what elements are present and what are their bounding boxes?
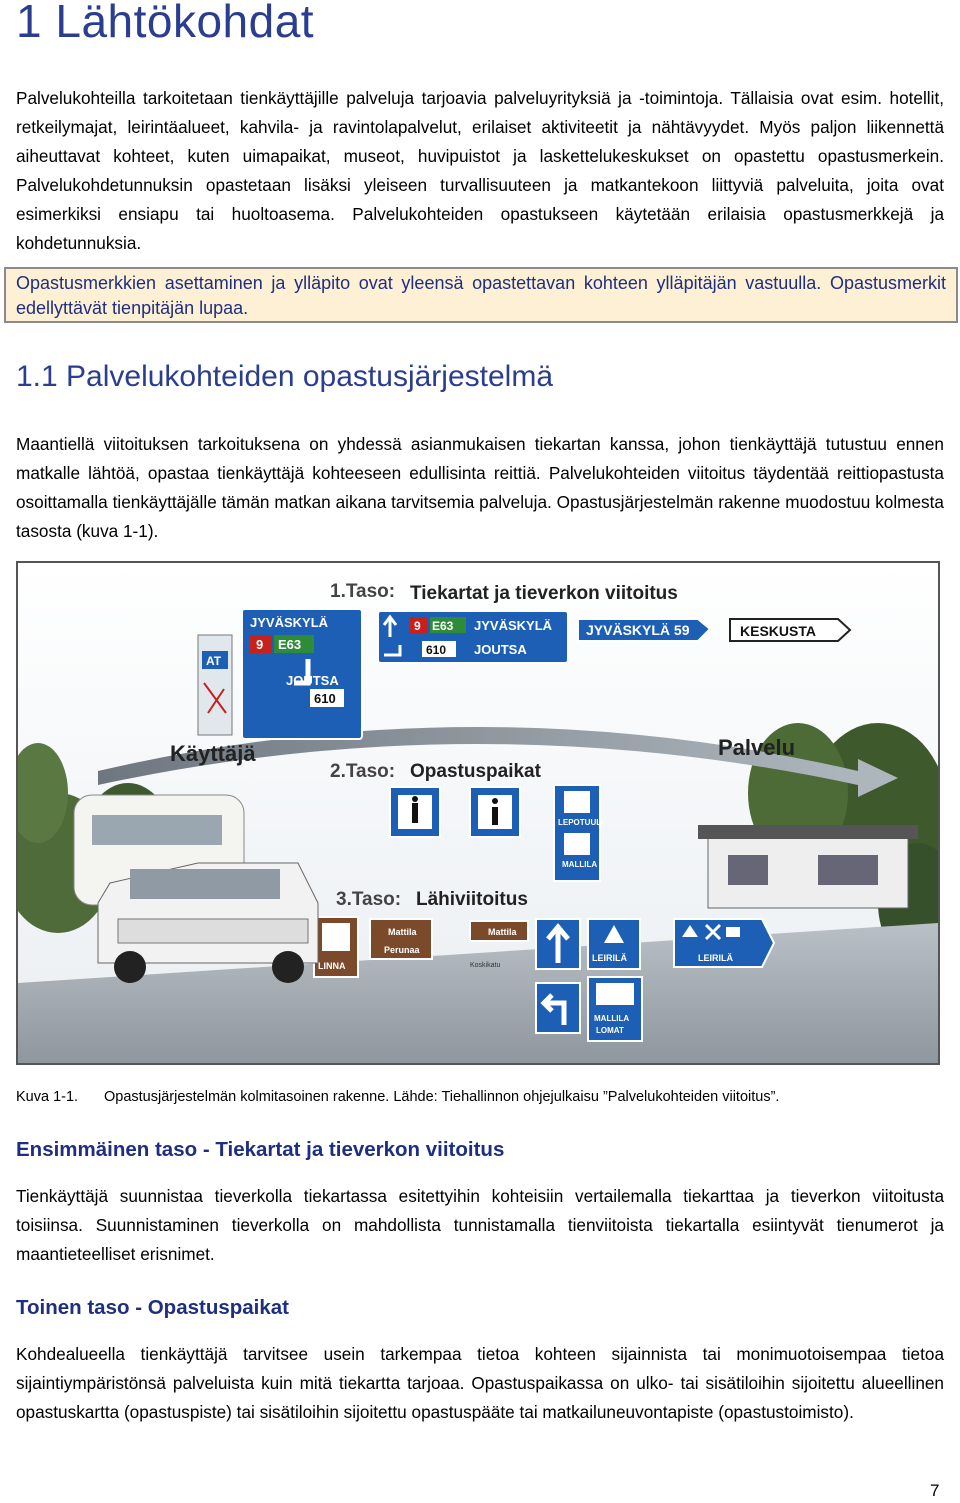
svg-text:LEIRILÄ: LEIRILÄ bbox=[698, 953, 733, 963]
sign-mattila-2 bbox=[470, 921, 528, 941]
taso3-title: Lähiviitoitus bbox=[416, 889, 528, 910]
svg-text:610: 610 bbox=[426, 643, 447, 657]
svg-text:Perunaa: Perunaa bbox=[384, 945, 420, 955]
taso2-title: Opastuspaikat bbox=[410, 761, 541, 782]
svg-text:E63: E63 bbox=[278, 637, 302, 652]
sign-linna bbox=[314, 917, 358, 977]
svg-text:MALLILA: MALLILA bbox=[594, 1014, 630, 1023]
svg-text:JOUTSA: JOUTSA bbox=[286, 673, 339, 688]
taso1-paragraph: Tienkäyttäjä suunnistaa tieverkolla tiekartassa esitettyihin kohteisiin vertailemalla tiekarttaa ja tieverkon viitoitusta toisiinsa. Suunnistaminen tieverkolla on mahdollista tunnistamalla tienviitoista tiekartalla esiintyvät tienumerot ja maantieteelliset erisnimet. bbox=[16, 1186, 944, 1264]
sign-leirila-2 bbox=[674, 919, 774, 967]
page-number: 7 bbox=[930, 1481, 940, 1500]
sign-arrow-up bbox=[536, 919, 580, 969]
section-heading: 1.1 Palvelukohteiden opastusjärjestelmä bbox=[16, 360, 553, 393]
svg-text:LEPOTUULI: LEPOTUULI bbox=[558, 818, 604, 827]
sign-direction-2 bbox=[378, 611, 568, 663]
sign-arrow-left bbox=[536, 983, 580, 1033]
responsibility-note: Opastusmerkkien asettaminen ja ylläpito ovat yleensä opastettavan kohteen ylläpitäjän vastuulla. Opastusmerkit edellyttävät tienpitäjän lupaa. bbox=[4, 267, 958, 323]
svg-text:9: 9 bbox=[414, 619, 421, 633]
figure-opastusjarjestelma bbox=[16, 561, 940, 1065]
info-sign-1 bbox=[390, 787, 440, 837]
page-heading: 1 Lähtökohdat bbox=[16, 0, 315, 47]
label-palvelu: Palvelu bbox=[718, 735, 796, 760]
sign-direction-1 bbox=[242, 609, 362, 739]
svg-text:LINNA: LINNA bbox=[318, 961, 346, 971]
sign-lepotuuli-mallila bbox=[554, 785, 603, 881]
taso1-label: 1.Taso: bbox=[330, 581, 396, 602]
svg-text:MALLILA: MALLILA bbox=[562, 860, 598, 869]
info-sign-2 bbox=[470, 787, 520, 837]
svg-text:JOUTSA: JOUTSA bbox=[474, 642, 527, 657]
figure-caption bbox=[16, 1089, 779, 1105]
svg-text:LEIRILÄ: LEIRILÄ bbox=[592, 953, 627, 963]
svg-text:E63: E63 bbox=[432, 619, 454, 633]
sign-jyvaskyla-59 bbox=[578, 619, 710, 641]
road-map-booklet bbox=[198, 635, 232, 735]
sign-koskikatu: Koskikatu bbox=[470, 962, 501, 969]
sign-mattila-perunaa bbox=[370, 919, 432, 959]
svg-text:AT: AT bbox=[206, 654, 222, 668]
taso2-label: 2.Taso: bbox=[330, 761, 396, 782]
caption-label: Kuva 1-1. bbox=[16, 1089, 79, 1105]
taso1-title: Tiekartat ja tieverkon viitoitus bbox=[410, 583, 678, 604]
svg-text:JYVÄSKYLÄ: JYVÄSKYLÄ bbox=[250, 615, 329, 630]
taso1-heading: Ensimmäinen taso - Tiekartat ja tieverkon viitoitus bbox=[16, 1138, 505, 1161]
sign-mallila-lomat bbox=[588, 977, 642, 1041]
svg-text:Mattila: Mattila bbox=[388, 927, 417, 937]
svg-text:JYVÄSKYLÄ 59: JYVÄSKYLÄ 59 bbox=[586, 622, 690, 638]
svg-text:610: 610 bbox=[314, 691, 336, 706]
sign-keskusta bbox=[730, 619, 850, 641]
svg-text:LOMAT: LOMAT bbox=[596, 1026, 624, 1035]
caption-text: Opastusjärjestelmän kolmitasoinen rakenne. Lähde: Tiehallinnon ohjejulkaisu ”Palvelukohteiden viitoitus”. bbox=[104, 1089, 780, 1105]
label-kayttaja: Käyttäjä bbox=[170, 741, 256, 766]
intro-paragraph: Palvelukohteilla tarkoitetaan tienkäyttäjille palveluja tarjoavia palveluyrityksiä ja -toimintoja. Tällaisia ovat esim. hotellit, retkeilymajat, leirintäalueet, kahvila- ja ravintolapalvelut, erilaiset aktiviteetit ja nähtävyydet. Myös paljon liikennettä aiheuttavat kohteet, kuten uimapaikat, museot, huvipuistot ja laskettelukeskukset on opastettu opastusmerkein. Palvelukohdetunnuksin opastetaan lisäksi yleiseen turvallisuuteen ja matkantekoon liittyviä palveluita, joita ovat esimerkiksi ensiapu tai huoltoasema. Palvelukohteiden opastukseen käytetään erilaisia opastusmerkkejä ja kohdetunnuksia. bbox=[16, 88, 944, 253]
svg-text:Mattila: Mattila bbox=[488, 927, 517, 937]
svg-text:9: 9 bbox=[256, 637, 264, 652]
taso2-paragraph: Kohdealueella tienkäyttäjä tarvitsee usein tarkempaa tietoa kohteen sijainnista tai monimuotoisempaa tietoa sijaintiympäristönsä palveluista kuin mitä tiekartta tarjoaa. Opastuspaikassa on ulko- tai sisätiloihin sijoitettu alueellinen opastuskartta (opastuspiste) tai sisätiloihin sijoitettu opastuspääte tai matkailuneuvontapiste (opastustoimisto). bbox=[16, 1344, 944, 1422]
svg-text:KESKUSTA: KESKUSTA bbox=[740, 623, 816, 639]
figure-illustration bbox=[18, 563, 938, 1063]
taso3-label: 3.Taso: bbox=[336, 889, 402, 910]
sign-leirila-1 bbox=[588, 919, 640, 969]
section-paragraph: Maantiellä viitoituksen tarkoituksena on yhdessä asianmukaisen tiekartan kanssa, johon tienkäyttäjä tutustuu ennen matkalle lähtöä, opastaa tienkäyttäjä kohteeseen edullisinta reittiä. Palvelukohteiden viitoitus täydentää reittiopastusta osoittamalla tienkäyttäjälle tämän matkan aikana tarvitsemia palveluja. Opastusjärjestelmän rakenne muodostuu kolmesta tasosta (kuva 1-1). bbox=[16, 434, 944, 541]
taso2-heading: Toinen taso - Opastuspaikat bbox=[16, 1296, 289, 1319]
svg-text:JYVÄSKYLÄ: JYVÄSKYLÄ bbox=[474, 618, 553, 633]
